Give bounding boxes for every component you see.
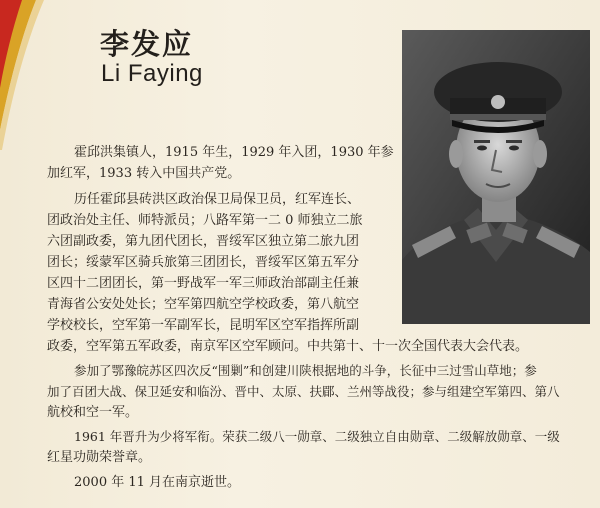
- bio-line-16: 2000 年 11 月在南京逝世。: [74, 475, 241, 490]
- bio-line-8: 青海省公安处处长；空军第四航空学校政委，第八航空: [47, 297, 360, 312]
- bio-line-14: 1961 年晋升为少将军衔。荣获二级八一勋章、二级独立自由勋章、二级解放勋章、一级: [74, 429, 560, 444]
- bio-line-12: 加了百团大战、保卫延安和临汾、晋中、太原、扶郿、兰州等战役；参与组建空军第四、第八: [47, 384, 560, 399]
- bio-line-3: 历任霍邱县砖洪区政治保卫局保卫员，红军连长、: [74, 192, 361, 207]
- bio-line-11: 参加了鄂豫皖苏区四次反“围剿”和创建川陕根据地的斗争，长征中三过雪山草地；参: [74, 363, 537, 378]
- bio-line-9: 学校校长，空军第一军副军长，昆明军区空军指挥所副: [47, 318, 360, 333]
- bio-line-5: 六团副政委，第九团代团长，晋绥军区独立第二旅九团: [47, 234, 360, 249]
- bio-line-2: 加红军，1933 转入中国共产党。: [47, 166, 241, 181]
- bio-line-6: 团长；绥蒙军区骑兵旅第三团团长，晋绥军区第五军分: [47, 255, 360, 270]
- bio-line-7: 区四十二团团长，第一野战军一军三师政治部副主任兼: [47, 276, 360, 291]
- bio-line-15: 红星功勋荣誉章。: [47, 450, 152, 465]
- person-name-en: Li Faying: [101, 60, 203, 87]
- person-name-cn: 李发应: [100, 27, 194, 61]
- bio-line-4: 团政治处主任、师特派员；八路军第一二 0 师独立二旅: [47, 213, 363, 228]
- bio-line-10: 政委，空军第五军政委，南京军区空军顾问。中共第十、十一次全国代表大会代表。: [47, 339, 529, 354]
- bio-line-1: 霍邱洪集镇人，1915 年生，1929 年入团，1930 年参: [74, 145, 394, 160]
- bio-line-13: 航校和空一军。: [47, 405, 139, 420]
